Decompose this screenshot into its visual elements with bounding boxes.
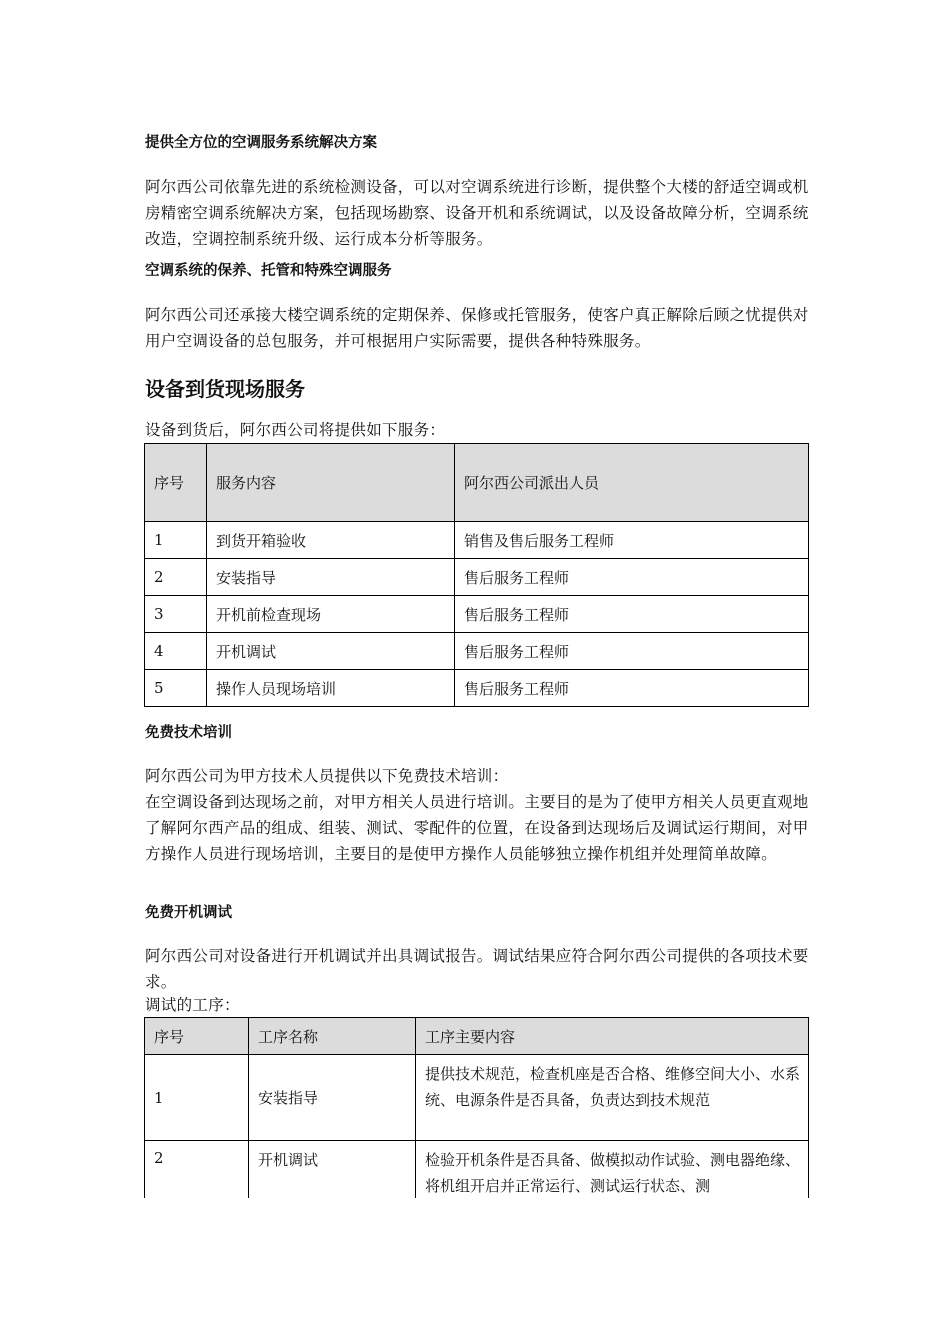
section-paragraph: 在空调设备到达现场之前，对甲方相关人员进行培训。主要目的是为了使甲方相关人员更直观地了解阿尔西产品的组成、组装、测试、零配件的位置，在设备到达现场后及调试运行期间，对甲方操作人员进行现场培训，主要目的是使甲方操作人员能够独立操作机组并处理简单故障。 bbox=[145, 793, 809, 863]
table-cell: 安装指导 bbox=[249, 1055, 416, 1141]
table-cell: 5 bbox=[145, 670, 207, 707]
table-row bbox=[145, 1141, 809, 1199]
procedure-table bbox=[144, 1017, 809, 1198]
table-header-row bbox=[145, 444, 809, 522]
table-row bbox=[145, 670, 809, 707]
table-row bbox=[145, 559, 809, 596]
table-header-cell: 工序名称 bbox=[249, 1018, 416, 1055]
table-cell: 售后服务工程师 bbox=[455, 559, 809, 596]
table-row bbox=[145, 1055, 809, 1141]
section-paragraph: 阿尔西公司对设备进行开机调试并出具调试报告。调试结果应符合阿尔西公司提供的各项技术要求。 bbox=[145, 947, 809, 991]
table-cell: 2 bbox=[145, 1141, 249, 1199]
table-cell: 售后服务工程师 bbox=[455, 633, 809, 670]
table-header-cell: 序号 bbox=[145, 444, 207, 522]
table-cell: 销售及售后服务工程师 bbox=[455, 522, 809, 559]
table-header-cell: 工序主要内容 bbox=[416, 1018, 809, 1055]
table-cell: 售后服务工程师 bbox=[455, 596, 809, 633]
section-heading: 空调系统的保养、托管和特殊空调服务 bbox=[145, 263, 392, 279]
table-intro: 调试的工序： bbox=[145, 996, 240, 1014]
table-cell: 1 bbox=[145, 522, 207, 559]
table-cell: 4 bbox=[145, 633, 207, 670]
section-paragraph: 阿尔西公司依靠先进的系统检测设备，可以对空调系统进行诊断，提供整个大楼的舒适空调或机房精密空调系统解决方案，包括现场勘察、设备开机和系统调试，以及设备故障分析，空调系统改造，空调控制系统升级、运行成本分析等服务。 bbox=[145, 178, 809, 248]
table-cell: 开机前检查现场 bbox=[207, 596, 455, 633]
section-heading: 免费开机调试 bbox=[145, 905, 232, 921]
table-header-cell: 阿尔西公司派出人员 bbox=[455, 444, 809, 522]
table-cell: 操作人员现场培训 bbox=[207, 670, 455, 707]
section-paragraph: 阿尔西公司为甲方技术人员提供以下免费技术培训： bbox=[145, 767, 509, 785]
section-title: 设备到货现场服务 bbox=[145, 377, 305, 401]
table-cell: 检验开机条件是否具备、做模拟动作试验、测电器绝缘、将机组开启并正常运行、测试运行状态、测 bbox=[416, 1141, 809, 1199]
section-heading: 提供全方位的空调服务系统解决方案 bbox=[145, 135, 377, 151]
table-cell: 3 bbox=[145, 596, 207, 633]
table-cell: 开机调试 bbox=[207, 633, 455, 670]
table-row bbox=[145, 633, 809, 670]
section-paragraph: 阿尔西公司还承接大楼空调系统的定期保养、保修或托管服务，使客户真正解除后顾之忧提供对用户空调设备的总包服务，并可根据用户实际需要，提供各种特殊服务。 bbox=[145, 306, 809, 350]
table-cell: 到货开箱验收 bbox=[207, 522, 455, 559]
section-heading: 免费技术培训 bbox=[145, 725, 232, 741]
table-cell: 1 bbox=[145, 1055, 249, 1141]
table-cell: 安装指导 bbox=[207, 559, 455, 596]
table-header-cell: 序号 bbox=[145, 1018, 249, 1055]
table-row bbox=[145, 522, 809, 559]
table-header-row bbox=[145, 1018, 809, 1055]
table-cell: 售后服务工程师 bbox=[455, 670, 809, 707]
table-intro: 设备到货后，阿尔西公司将提供如下服务： bbox=[145, 421, 446, 439]
table-header-cell: 服务内容 bbox=[207, 444, 455, 522]
table-cell: 提供技术规范，检查机座是否合格、维修空间大小、水系统、电源条件是否具备，负责达到技术规范 bbox=[416, 1055, 809, 1141]
table-cell: 2 bbox=[145, 559, 207, 596]
table-row bbox=[145, 596, 809, 633]
table-cell: 开机调试 bbox=[249, 1141, 416, 1199]
service-table bbox=[144, 443, 809, 707]
